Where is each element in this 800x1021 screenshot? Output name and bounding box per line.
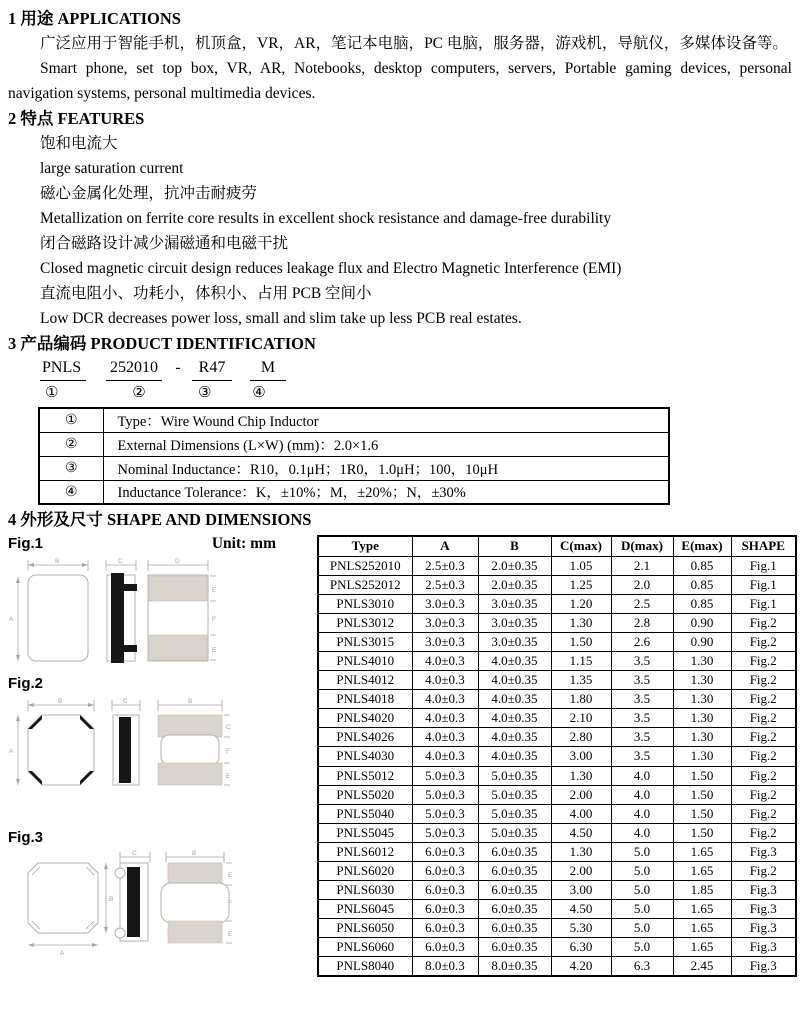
dim-table-row	[318, 671, 796, 690]
svg-text:B: B	[188, 698, 193, 705]
fig3-drawing	[8, 849, 308, 987]
svg-text:B: B	[109, 896, 114, 903]
dim-cell: 1.50	[673, 785, 731, 804]
dim-cell: Fig.2	[731, 671, 796, 690]
dim-cell: 1.20	[551, 594, 611, 613]
feature-line: Closed magnetic circuit design reduces leakage flux and Electro Magnetic Interference (EMI)	[40, 260, 622, 277]
section2-heading: 2 特点 FEATURES	[8, 109, 145, 128]
dim-cell: 1.80	[551, 690, 611, 709]
dim-cell: PNLS4018	[318, 690, 412, 709]
id-desc-cell: Nominal Inductance：R10，0.1μH；1R0，1.0μH；100，10μH	[103, 456, 669, 480]
svg-text:D: D	[175, 558, 180, 565]
dim-table-row	[318, 842, 796, 861]
dim-col-header: E(max)	[673, 536, 731, 556]
fig1-front-view	[148, 558, 217, 661]
svg-text:E: E	[212, 647, 217, 654]
dim-cell: 4.0±0.3	[412, 709, 478, 728]
dim-cell: 0.85	[673, 575, 731, 594]
dim-cell: 1.30	[551, 766, 611, 785]
feature-line: 闭合磁路设计减少漏磁通和电磁干扰	[40, 235, 289, 252]
id-mark-cell: ②	[39, 432, 103, 456]
fig3-top-view	[28, 863, 113, 957]
dim-cell: 6.0±0.35	[478, 919, 551, 938]
dim-table-row	[318, 804, 796, 823]
dim-cell: Fig.3	[731, 842, 796, 861]
dim-cell: PNLS3010	[318, 594, 412, 613]
dim-cell: 1.15	[551, 651, 611, 670]
svg-text:F: F	[212, 616, 216, 623]
dim-table-row	[318, 957, 796, 976]
dim-cell: 4.50	[551, 900, 611, 919]
dim-cell: 0.85	[673, 594, 731, 613]
dim-cell: 4.50	[551, 823, 611, 842]
dim-cell: 3.0±0.35	[478, 594, 551, 613]
dim-col-header: D(max)	[611, 536, 673, 556]
code-mark: ③	[198, 383, 212, 401]
dim-cell: 4.20	[551, 957, 611, 976]
dim-cell: 4.0±0.3	[412, 747, 478, 766]
svg-text:B: B	[192, 850, 197, 857]
dim-cell: 3.00	[551, 747, 611, 766]
dim-col-header: B	[478, 536, 551, 556]
dim-cell: 2.00	[551, 785, 611, 804]
dim-cell: 5.0	[611, 938, 673, 957]
dim-cell: 4.00	[551, 804, 611, 823]
id-mark-cell: ④	[39, 480, 103, 504]
feature-line: 饱和电流大	[40, 135, 118, 152]
fig2-side-view	[112, 698, 140, 785]
fig2-front-view	[158, 698, 231, 785]
id-mark-cell: ③	[39, 456, 103, 480]
dim-cell: 1.65	[673, 919, 731, 938]
dim-cell: 1.50	[673, 766, 731, 785]
dim-cell: 4.0	[611, 804, 673, 823]
dim-col-header: SHAPE	[731, 536, 796, 556]
section3-heading: 3 产品编码 PRODUCT IDENTIFICATION	[8, 334, 316, 353]
dim-cell: 1.30	[673, 709, 731, 728]
dim-cell: 6.0±0.35	[478, 938, 551, 957]
code-mark: ②	[132, 383, 146, 401]
dim-cell: 1.30	[551, 613, 611, 632]
feature-line: Metallization on ferrite core results in excellent shock resistance and damage-free durability	[40, 210, 612, 227]
dim-cell: 6.30	[551, 938, 611, 957]
code-mark: ①	[45, 383, 59, 401]
svg-text:A: A	[9, 616, 14, 623]
svg-text:F: F	[228, 900, 232, 907]
dim-cell: 4.0±0.35	[478, 671, 551, 690]
dim-cell: PNLS6045	[318, 900, 412, 919]
dim-cell: PNLS5012	[318, 766, 412, 785]
dim-cell: 6.0±0.35	[478, 900, 551, 919]
dim-cell: Fig.2	[731, 823, 796, 842]
section1-heading: 1 用途 APPLICATIONS	[8, 9, 181, 28]
svg-text:C: C	[226, 724, 231, 731]
fig1-top-view	[9, 558, 88, 661]
dim-cell: 4.0±0.35	[478, 747, 551, 766]
dim-table-row	[318, 556, 796, 575]
dim-table-row	[318, 651, 796, 670]
svg-text:C: C	[132, 850, 137, 857]
dim-cell: Fig.2	[731, 785, 796, 804]
dim-cell: 5.0±0.35	[478, 785, 551, 804]
dim-cell: PNLS4030	[318, 747, 412, 766]
dim-cell: 4.0±0.3	[412, 728, 478, 747]
id-table-row	[39, 456, 669, 480]
svg-text:A: A	[9, 748, 14, 755]
dim-cell: 5.0	[611, 919, 673, 938]
dim-table-row	[318, 919, 796, 938]
dim-cell: 2.1	[611, 556, 673, 575]
id-desc-cell: Inductance Tolerance：K，±10%；M，±20%；N，±30%	[103, 480, 669, 504]
dim-table-row	[318, 632, 796, 651]
dim-cell: 1.30	[673, 690, 731, 709]
dim-cell: PNLS3012	[318, 613, 412, 632]
dim-cell: 6.0±0.35	[478, 862, 551, 881]
svg-text:A: A	[60, 950, 65, 957]
dim-cell: 5.0	[611, 862, 673, 881]
svg-text:E: E	[226, 773, 231, 780]
figures-column	[8, 533, 317, 987]
dim-cell: 6.0±0.35	[478, 842, 551, 861]
dim-cell: 2.10	[551, 709, 611, 728]
id-table-row	[39, 408, 669, 432]
fig3-front-view	[161, 850, 233, 943]
code-part: PNLS	[40, 356, 86, 381]
dim-cell: 3.5	[611, 651, 673, 670]
dim-table-row	[318, 785, 796, 804]
dim-cell: 3.00	[551, 881, 611, 900]
dim-cell: 5.0±0.35	[478, 804, 551, 823]
dim-cell: PNLS6012	[318, 842, 412, 861]
dim-cell: 3.0±0.3	[412, 613, 478, 632]
dim-cell: 5.0±0.3	[412, 823, 478, 842]
dim-cell: Fig.2	[731, 728, 796, 747]
dim-cell: Fig.3	[731, 881, 796, 900]
dim-cell: PNLS8040	[318, 957, 412, 976]
dim-cell: 5.0	[611, 842, 673, 861]
dim-table-row	[318, 862, 796, 881]
dim-cell: 1.35	[551, 671, 611, 690]
dim-cell: 6.0±0.3	[412, 919, 478, 938]
dim-cell: 1.65	[673, 938, 731, 957]
svg-text:C: C	[123, 698, 128, 705]
id-mark-cell: ①	[39, 408, 103, 432]
dim-cell: 0.90	[673, 613, 731, 632]
code-part: M	[250, 356, 286, 381]
dim-cell: 5.0±0.35	[478, 823, 551, 842]
dim-cell: Fig.1	[731, 556, 796, 575]
dim-cell: PNLS3015	[318, 632, 412, 651]
dim-cell: 5.0±0.3	[412, 804, 478, 823]
id-desc-cell: External Dimensions (L×W) (mm)：2.0×1.6	[103, 432, 669, 456]
dim-cell: 4.0±0.3	[412, 651, 478, 670]
dim-cell: 1.50	[673, 823, 731, 842]
dim-cell: PNLS5040	[318, 804, 412, 823]
section4-heading: 4 外形及尺寸 SHAPE AND DIMENSIONS	[8, 510, 312, 529]
fig1-side-view	[106, 558, 137, 663]
dim-cell: 5.0	[611, 881, 673, 900]
code-part: R47	[192, 356, 232, 381]
id-table-body	[39, 408, 669, 504]
svg-text:B: B	[55, 558, 60, 565]
dim-cell: 4.0±0.35	[478, 728, 551, 747]
dimensions-table	[317, 535, 797, 977]
dim-cell: 2.0	[611, 575, 673, 594]
dim-cell: 3.0±0.35	[478, 613, 551, 632]
dim-table-head	[318, 536, 796, 556]
identification-table	[38, 407, 670, 505]
dim-cell: PNLS5045	[318, 823, 412, 842]
dim-cell: 3.5	[611, 747, 673, 766]
dim-table-row	[318, 594, 796, 613]
dim-cell: 2.6	[611, 632, 673, 651]
dim-cell: 4.0±0.3	[412, 671, 478, 690]
dim-cell: 2.5	[611, 594, 673, 613]
dim-cell: 4.0±0.35	[478, 709, 551, 728]
dim-cell: 6.3	[611, 957, 673, 976]
dim-table-row	[318, 938, 796, 957]
dim-table-row	[318, 728, 796, 747]
dim-table-row	[318, 900, 796, 919]
dim-cell: Fig.2	[731, 709, 796, 728]
feature-line: large saturation current	[40, 160, 184, 177]
dim-cell: PNLS5020	[318, 785, 412, 804]
dim-cell: 4.0±0.3	[412, 690, 478, 709]
dim-cell: 1.50	[673, 804, 731, 823]
dim-cell: 3.0±0.3	[412, 594, 478, 613]
dim-cell: PNLS4010	[318, 651, 412, 670]
dim-cell: Fig.2	[731, 747, 796, 766]
dim-cell: 5.0±0.3	[412, 785, 478, 804]
applications-paragraph-cn: 广泛应用于智能手机，机顶盒，VR，AR，笔记本电脑，PC 电脑，服务器，游戏机，导航仪，多媒体设备等。	[40, 35, 788, 52]
dim-cell: 2.0±0.35	[478, 556, 551, 575]
dim-table-row	[318, 709, 796, 728]
dim-col-header: C(max)	[551, 536, 611, 556]
dim-cell: 2.0±0.35	[478, 575, 551, 594]
dim-cell: 1.65	[673, 862, 731, 881]
dim-cell: 1.50	[551, 632, 611, 651]
fig3-label-row	[8, 827, 276, 849]
dim-col-header: A	[412, 536, 478, 556]
svg-text:C: C	[118, 558, 123, 565]
fig1-label: Fig.1	[8, 535, 44, 552]
dim-cell: 1.30	[551, 842, 611, 861]
dim-cell: PNLS4020	[318, 709, 412, 728]
fig3-side-view	[115, 850, 150, 941]
product-code	[40, 356, 792, 381]
dim-table-row	[318, 881, 796, 900]
dim-cell: 0.85	[673, 556, 731, 575]
dim-cell: 4.0±0.35	[478, 690, 551, 709]
fig2-top-view	[9, 698, 94, 785]
dim-cell: 2.80	[551, 728, 611, 747]
fig1-label-row	[8, 533, 276, 555]
dim-table-row	[318, 747, 796, 766]
dim-table-row	[318, 823, 796, 842]
fig2-label: Fig.2	[8, 675, 44, 692]
dim-cell: 3.0±0.35	[478, 632, 551, 651]
dim-cell: 3.5	[611, 671, 673, 690]
svg-text:E: E	[228, 872, 233, 879]
dim-table-row	[318, 690, 796, 709]
dim-cell: PNLS6060	[318, 938, 412, 957]
feature-line: 磁心金属化处理，抗冲击耐疲劳	[40, 185, 258, 202]
dim-cell: PNLS252012	[318, 575, 412, 594]
dim-cell: Fig.2	[731, 766, 796, 785]
svg-text:E: E	[228, 931, 233, 938]
dim-cell: 1.85	[673, 881, 731, 900]
dim-cell: 3.5	[611, 709, 673, 728]
dim-cell: 3.5	[611, 690, 673, 709]
dim-cell: 4.0	[611, 823, 673, 842]
dim-cell: 2.5±0.3	[412, 575, 478, 594]
dim-cell: 5.0	[611, 900, 673, 919]
svg-text:B: B	[58, 698, 63, 705]
dim-cell: 2.8	[611, 613, 673, 632]
id-table-row	[39, 432, 669, 456]
dim-cell: 1.30	[673, 671, 731, 690]
dim-cell: 3.5	[611, 728, 673, 747]
dim-cell: Fig.2	[731, 613, 796, 632]
dim-cell: 4.0±0.35	[478, 651, 551, 670]
dim-cell: 6.0±0.3	[412, 900, 478, 919]
fig3-label: Fig.3	[8, 829, 44, 846]
dim-cell: 2.00	[551, 862, 611, 881]
feature-line: Low DCR decreases power loss, small and slim take up less PCB real estates.	[40, 310, 522, 327]
dim-cell: PNLS6050	[318, 919, 412, 938]
dim-cell: Fig.2	[731, 651, 796, 670]
dim-cell: 1.30	[673, 747, 731, 766]
dim-cell: 1.05	[551, 556, 611, 575]
dim-cell: PNLS4012	[318, 671, 412, 690]
dim-cell: 1.65	[673, 900, 731, 919]
dim-cell: 5.0±0.3	[412, 766, 478, 785]
code-mark: ④	[252, 383, 266, 401]
dim-cell: Fig.2	[731, 632, 796, 651]
fig2-drawing	[8, 695, 308, 827]
code-part: -	[175, 359, 181, 376]
product-code-marks	[40, 381, 792, 406]
dim-cell: 2.5±0.3	[412, 556, 478, 575]
dim-cell: 6.0±0.3	[412, 842, 478, 861]
dim-col-header: Type	[318, 536, 412, 556]
unit-label: Unit: mm	[211, 535, 276, 552]
shape-dimensions-body	[8, 533, 792, 987]
dim-cell: Fig.3	[731, 957, 796, 976]
dim-cell: 5.30	[551, 919, 611, 938]
dim-cell: Fig.1	[731, 575, 796, 594]
dim-cell: PNLS252010	[318, 556, 412, 575]
dim-cell: Fig.2	[731, 804, 796, 823]
dim-cell: PNLS4026	[318, 728, 412, 747]
svg-text:E: E	[212, 587, 217, 594]
code-part: 252010	[106, 356, 162, 381]
dim-cell: 8.0±0.3	[412, 957, 478, 976]
dim-cell: Fig.3	[731, 900, 796, 919]
dim-table-row	[318, 613, 796, 632]
dim-table-row	[318, 575, 796, 594]
dim-cell: 8.0±0.35	[478, 957, 551, 976]
dim-table-row	[318, 766, 796, 785]
dim-cell: 5.0±0.35	[478, 766, 551, 785]
fig2-label-row	[8, 673, 276, 695]
dim-cell: PNLS6030	[318, 881, 412, 900]
dim-cell: 1.25	[551, 575, 611, 594]
dim-cell: 0.90	[673, 632, 731, 651]
dim-header-row	[318, 536, 796, 556]
id-desc-cell: Type：Wire Wound Chip Inductor	[103, 408, 669, 432]
dim-cell: 6.0±0.3	[412, 862, 478, 881]
dim-cell: 6.0±0.3	[412, 881, 478, 900]
features-list	[8, 131, 792, 331]
dim-cell: Fig.2	[731, 862, 796, 881]
dim-cell: Fig.1	[731, 594, 796, 613]
dim-cell: 4.0	[611, 766, 673, 785]
svg-text:F: F	[226, 748, 230, 755]
dim-cell: Fig.2	[731, 690, 796, 709]
dim-cell: 2.45	[673, 957, 731, 976]
dim-cell: Fig.3	[731, 938, 796, 957]
id-table-row	[39, 480, 669, 504]
dim-cell: 1.30	[673, 651, 731, 670]
fig1-drawing	[8, 555, 308, 673]
dim-cell: 4.0	[611, 785, 673, 804]
dim-cell: Fig.3	[731, 919, 796, 938]
dim-cell: 1.65	[673, 842, 731, 861]
applications-paragraph-en: Smart phone, set top box, VR, AR, Notebooks, desktop computers, servers, Portable gaming devices, personal navigation systems, personal multimedia devices.	[8, 60, 792, 102]
dim-cell: PNLS6020	[318, 862, 412, 881]
dim-cell: 1.30	[673, 728, 731, 747]
dim-cell: 6.0±0.3	[412, 938, 478, 957]
dim-cell: 6.0±0.35	[478, 881, 551, 900]
dim-table-body	[318, 556, 796, 976]
dim-cell: 3.0±0.3	[412, 632, 478, 651]
feature-line: 直流电阻小、功耗小，体积小、占用 PCB 空间小	[40, 285, 372, 302]
